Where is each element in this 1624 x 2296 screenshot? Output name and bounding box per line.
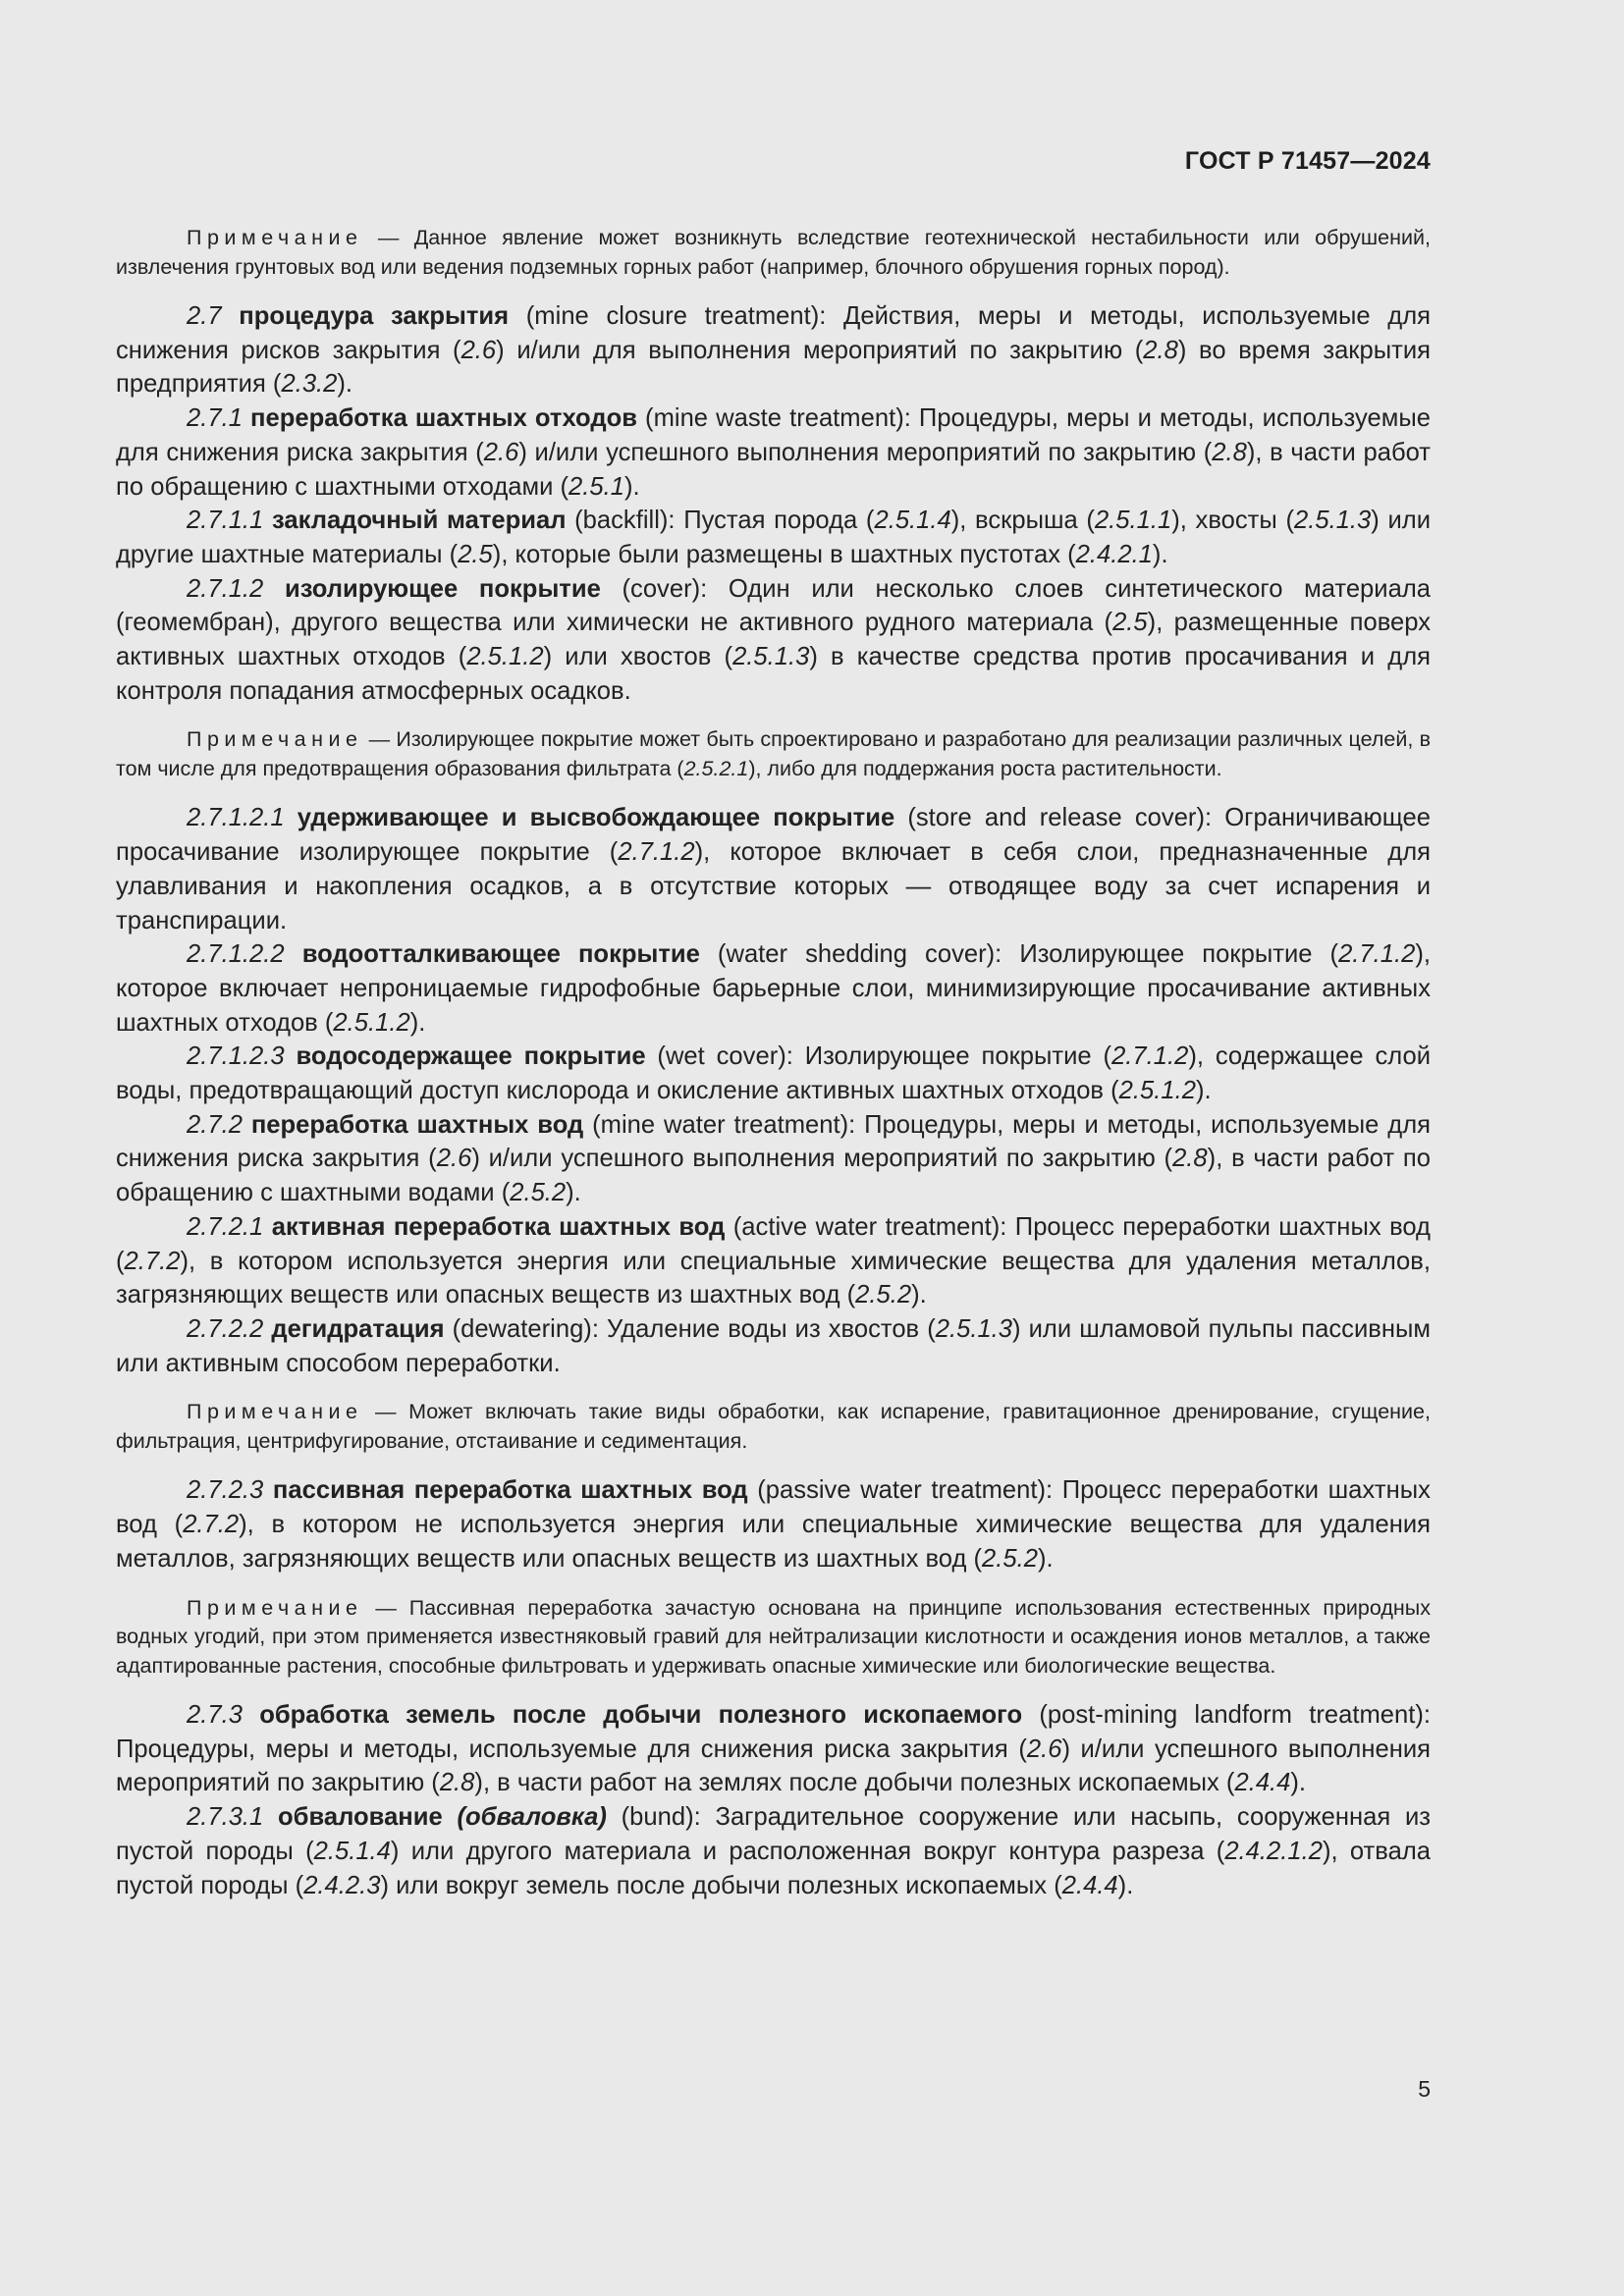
reference-number: 2.5.1.2 xyxy=(466,643,544,671)
term-definition xyxy=(116,1040,1431,1107)
text-span: — Пассивная переработка зачастую основана на принципе использования естественных природных водных угодий, при этом применяется известняковый гравий для нейтрализации кислотности и осаждения ионов металлов, а также адаптированные растения, способные фильтровать и удерживать опасные химические или биологические вещества. xyxy=(116,1595,1431,1678)
text-span: ), размещенные поверх активных шахтных отходов ( xyxy=(116,609,1431,671)
text-span xyxy=(243,1701,259,1729)
reference-number: 2.6 xyxy=(1026,1735,1062,1763)
note-label: Примечание xyxy=(187,226,363,249)
text-span: ) и/или для выполнения мероприятий по закрытию ( xyxy=(496,336,1144,364)
text-span: ). xyxy=(409,1008,426,1037)
text-span xyxy=(285,804,298,831)
text-span: ), либо для поддержания роста растительности. xyxy=(748,756,1222,780)
reference-number: 2.6 xyxy=(483,438,519,466)
term-name: удерживающее и высвобождающее покрытие xyxy=(297,804,895,832)
reference-number: 2.5.2.1 xyxy=(683,756,749,780)
reference-number: 2.7.1 xyxy=(187,404,243,433)
term-definition xyxy=(116,1312,1431,1380)
document-header: ГОСТ Р 71457—2024 xyxy=(1184,147,1431,175)
term-name: переработка шахтных вод xyxy=(250,1110,584,1139)
term-name: обработка земель после добычи полезного ископаемого xyxy=(259,1701,1023,1729)
reference-number: 2.7.1.2 xyxy=(618,838,695,867)
note-label: Примечание xyxy=(187,727,363,752)
term-name: закладочный материал xyxy=(271,507,567,535)
text-span: (mine closure treatment): Действия, меры и методы, используемые для снижения рисков закрытия ( xyxy=(116,302,1432,364)
text-span: (water shedding cover): Изолирующее покрытие ( xyxy=(699,940,1339,969)
reference-number: 2.5.1.1 xyxy=(1094,507,1172,535)
reference-number: 2.7.3.1 xyxy=(187,1803,264,1832)
term-definition xyxy=(116,299,1431,401)
note-label: Примечание xyxy=(187,1595,363,1620)
term-definition xyxy=(116,504,1431,571)
text-span: ), которые были размещены в шахтных пустотах ( xyxy=(492,540,1076,568)
term-name: дегидратация xyxy=(271,1314,445,1343)
reference-number: 2.5.1.2 xyxy=(1118,1077,1196,1105)
text-span: ) или другие шахтные материалы ( xyxy=(116,507,1432,568)
text-span: ) в качестве средства против просачивания и для контроля попадания атмосферных осадков. xyxy=(116,643,1431,705)
text-span xyxy=(263,1476,273,1504)
reference-number: 2.7.2.3 xyxy=(187,1476,264,1505)
reference-number: 2.5.1.4 xyxy=(313,1837,391,1865)
text-span: (active water treatment): Процесс переработки шахтных вод ( xyxy=(116,1212,1431,1275)
reference-number: 2.5.1.3 xyxy=(1294,507,1372,535)
term-name: пассивная переработка шахтных вод xyxy=(272,1476,748,1505)
text-span: ), которое включает в себя слои, предназначенные для улавливания и накопления осадков, а в отсутствие которых — отводящее воду за счет испарения и транспирации. xyxy=(116,838,1432,934)
text-span: — Данное явление может возникнуть вследствие геотехнической нестабильности или обрушений, извлечения грунтовых вод или ведения подземных горных работ (например, блочного обрушения горных пород). xyxy=(116,226,1431,279)
term-definition xyxy=(116,401,1431,504)
term-definition xyxy=(116,801,1431,937)
text-span: ) и/или успешного выполнения мероприятий по закрытию ( xyxy=(116,1735,1431,1797)
page-number: 5 xyxy=(1418,2076,1431,2102)
text-span: (backfill): Пустая порода ( xyxy=(566,507,875,535)
term-definition xyxy=(116,1698,1431,1800)
text-span: (store and release cover): Ограничивающее просачивание изолирующее покрытие ( xyxy=(116,804,1431,867)
text-span: (passive water treatment): Процесс переработки шахтных вод ( xyxy=(116,1476,1431,1539)
text-span xyxy=(243,1111,251,1139)
text-span: ), в части работ на землях после добычи полезных ископаемых ( xyxy=(474,1769,1235,1797)
term-name: обвалование xyxy=(278,1803,443,1832)
text-span: ). xyxy=(337,370,353,399)
reference-number: 2.7.2.2 xyxy=(187,1314,264,1343)
text-span: ) или хвостов ( xyxy=(543,643,733,671)
term-name: водоотталкивающее покрытие xyxy=(301,940,700,969)
text-span: ). xyxy=(911,1281,927,1309)
text-span: ). xyxy=(566,1179,581,1207)
reference-number: 2.5 xyxy=(458,540,493,568)
text-span xyxy=(263,507,272,534)
reference-number: 2.8 xyxy=(1172,1145,1208,1173)
reference-number: 2.3.2 xyxy=(281,370,338,399)
reference-number: 2.5 xyxy=(1112,609,1148,637)
reference-number: 2.6 xyxy=(460,336,497,364)
reference-number: 2.5.1.3 xyxy=(935,1314,1013,1343)
text-span xyxy=(443,1803,458,1831)
text-span: ) или шламовой пульпы пассивным или активным способом переработки. xyxy=(116,1314,1431,1377)
reference-number: 2.4.2.1.2 xyxy=(1224,1837,1323,1865)
text-span: — Может включать такие виды обработки, как испарение, гравитационное дренирование, сгущение, фильтрация, центрифугирование, отстаивание и седиментация. xyxy=(116,1400,1431,1453)
text-span: (mine water treatment): Процедуры, меры и методы, используемые для снижения риска закрытия ( xyxy=(116,1110,1431,1173)
term-definition xyxy=(116,572,1431,709)
reference-number: 2.7.3 xyxy=(187,1701,243,1729)
reference-number: 2.7.2 xyxy=(183,1511,240,1539)
text-span: ) или другого материала и расположенная вокруг контура разреза ( xyxy=(390,1837,1225,1865)
reference-number: 2.6 xyxy=(436,1145,472,1173)
reference-number: 2.7.1.2.2 xyxy=(187,940,285,969)
text-span: ), отвала пустой породы ( xyxy=(116,1837,1431,1899)
text-span: (bund): Заградительное сооружение или насыпь, сооруженная из пустой породы ( xyxy=(116,1803,1431,1865)
note-paragraph xyxy=(116,224,1431,282)
reference-number: 2.7.1.2.3 xyxy=(187,1042,285,1071)
text-span: (cover): Один или несколько слоев синтетического материала (геомембран), другого вещества или химически не активного рудного материала ( xyxy=(116,574,1431,637)
text-span: (dewatering): Удаление воды из хвостов ( xyxy=(444,1314,936,1343)
reference-number: 2.4.4 xyxy=(1234,1769,1291,1797)
text-span xyxy=(263,1213,271,1241)
text-span: ). xyxy=(623,472,640,501)
term-definition xyxy=(116,1473,1431,1575)
reference-number: 2.7.1.2.1 xyxy=(187,804,285,832)
text-span xyxy=(222,302,240,330)
text-span xyxy=(285,940,302,968)
text-span: (обваловка) xyxy=(457,1803,607,1832)
text-span: ), содержащее слой воды, предотвращающий доступ кислорода и окисление активных шахтных отходов ( xyxy=(116,1042,1431,1105)
document-body xyxy=(116,224,1431,1902)
reference-number: 2.7.1.2 xyxy=(187,574,264,603)
reference-number: 2.7.1.1 xyxy=(187,507,264,535)
text-span: ), вскрыша ( xyxy=(950,507,1095,535)
term-name: изолирующее покрытие xyxy=(284,574,601,603)
text-span: ) и/или успешного выполнения мероприятий по закрытию ( xyxy=(518,438,1213,466)
reference-number: 2.5.1.2 xyxy=(333,1008,410,1037)
reference-number: 2.7.2 xyxy=(124,1247,181,1275)
text-span: ). xyxy=(1290,1769,1307,1797)
text-span xyxy=(285,1042,297,1070)
reference-number: 2.4.4 xyxy=(1061,1871,1118,1899)
text-span xyxy=(263,575,285,603)
term-name: водосодержащее покрытие xyxy=(296,1042,646,1071)
text-span: (post-mining landform treatment): Процедуры, меры и методы, используемые для снижения риска закрытия ( xyxy=(116,1701,1431,1763)
reference-number: 2.5.2 xyxy=(510,1179,567,1207)
reference-number: 2.7 xyxy=(187,302,222,330)
term-definition xyxy=(116,1800,1431,1902)
reference-number: 2.8 xyxy=(1143,336,1178,364)
reference-number: 2.7.2 xyxy=(187,1110,243,1139)
reference-number: 2.7.2.1 xyxy=(187,1212,264,1241)
term-definition xyxy=(116,1108,1431,1210)
reference-number: 2.4.2.3 xyxy=(303,1871,381,1899)
note-label: Примечание xyxy=(187,1400,363,1424)
term-definition xyxy=(116,1210,1431,1312)
note-paragraph xyxy=(116,725,1431,783)
reference-number: 2.8 xyxy=(1212,438,1247,466)
text-span: ). xyxy=(1152,540,1168,568)
term-name: активная переработка шахтных вод xyxy=(271,1212,726,1241)
reference-number: 2.4.2.1 xyxy=(1075,540,1153,568)
reference-number: 2.7.1.2 xyxy=(1111,1042,1189,1071)
text-span: ) во время закрытия предприятия ( xyxy=(116,336,1432,399)
text-span: ), которое включает непроницаемые гидрофобные барьерные слои, минимизирующие просачивание активных шахтных отходов ( xyxy=(116,940,1431,1037)
reference-number: 2.5.2 xyxy=(982,1544,1038,1573)
text-span: ). xyxy=(1037,1544,1054,1573)
text-span: ), в части работ по обращению с шахтными водами ( xyxy=(116,1145,1431,1207)
text-span: ). xyxy=(1195,1077,1212,1105)
text-span xyxy=(263,1803,278,1831)
term-name: переработка шахтных отходов xyxy=(250,404,637,433)
note-paragraph xyxy=(116,1594,1431,1682)
text-span: ). xyxy=(1117,1871,1134,1899)
text-span: ) или вокруг земель после добычи полезных ископаемых ( xyxy=(380,1871,1062,1899)
term-definition xyxy=(116,937,1431,1040)
text-span: ), хвосты ( xyxy=(1171,507,1294,535)
text-span xyxy=(243,404,250,432)
reference-number: 2.5.1 xyxy=(568,472,624,501)
reference-number: 2.5.2 xyxy=(855,1281,912,1309)
text-span: ), в котором не используется энергия или специальные химические вещества для удаления металлов, загрязняющих веществ или опасных веществ из шахтных вод ( xyxy=(116,1511,1431,1573)
reference-number: 2.5.1.3 xyxy=(732,643,810,671)
note-paragraph xyxy=(116,1398,1431,1456)
text-span: (mine waste treatment): Процедуры, меры и методы, используемые для снижения риска закрытия ( xyxy=(116,404,1431,466)
text-span: ), в части работ по обращению с шахтными отходами ( xyxy=(116,438,1431,501)
reference-number: 2.7.1.2 xyxy=(1338,940,1416,969)
reference-number: 2.8 xyxy=(439,1769,475,1797)
reference-number: 2.5.1.4 xyxy=(874,507,951,535)
text-span: (wet cover): Изолирующее покрытие ( xyxy=(645,1042,1112,1071)
term-name: процедура закрытия xyxy=(239,302,510,330)
text-span: ) и/или успешного выполнения мероприятий по закрытию ( xyxy=(471,1145,1173,1173)
text-span: ), в котором используется энергия или специальные химические вещества для удаления металлов, загрязняющих веществ или опасных веществ из шахтных вод ( xyxy=(116,1247,1431,1309)
text-span: — Изолирующее покрытие может быть спроектировано и разработано для реализации различных целей, в том числе для предотвращения образования фильтрата ( xyxy=(116,727,1431,780)
